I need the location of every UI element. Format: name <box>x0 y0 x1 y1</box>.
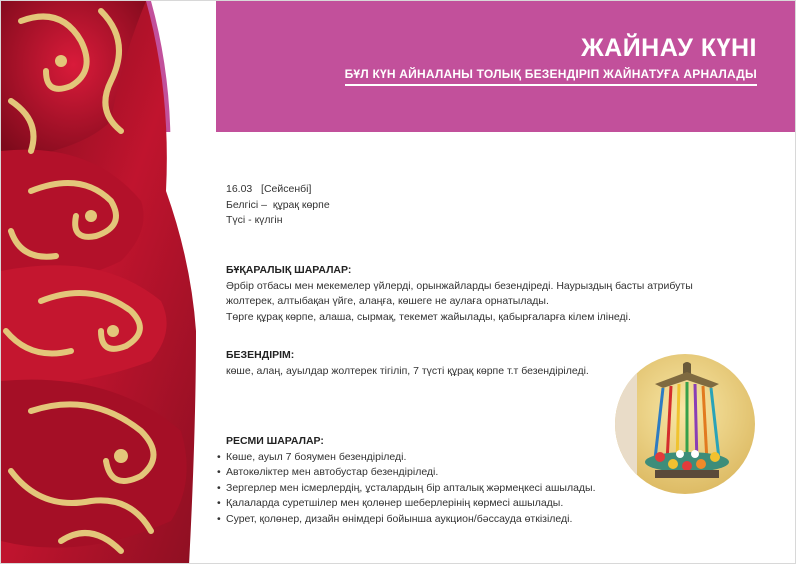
official-events-heading: РЕСМИ ШАРАЛАР: <box>226 435 324 447</box>
mass-events-section <box>226 263 693 325</box>
list-item: • Сурет, қолөнер, дизайн өнімдері бойынша аукцион/бәссауда өткізіледі. <box>226 512 596 528</box>
list-item: • Автокөліктер мен автобустар безендіріледі. <box>226 465 596 481</box>
mass-events-line: Төрге құрақ көрпе, алаша, сырмақ, текемет жайылады, қабырғаларға кілем ілінеді. <box>226 310 631 323</box>
mass-events-line: Әрбір отбасы мен мекемелер үйлерді, орынжайларды безендіреді. Наурыздың басты атрибуты <box>226 279 693 292</box>
decoration-heading: БЕЗЕНДІРІМ: <box>226 349 295 361</box>
pillows-photo <box>1 1 216 564</box>
official-events-section <box>226 434 596 527</box>
decoration-text: көше, алаң, ауылдар жолтерек тігіліп, 7 түсті құрақ көрпе т.т безендіріледі. <box>226 364 589 377</box>
page-subtitle: БҰЛ КҮН АЙНАЛАНЫ ТОЛЫҚ БЕЗЕНДІРІП ЖАЙНАТУҒА АРНАЛАДЫ <box>345 67 757 86</box>
mass-events-line: жолтерек, алтыбақан үйге, алаңға, көшеге не аулаға орнатылады. <box>226 295 549 307</box>
official-events-list <box>226 450 596 528</box>
list-item: • Зергерлер мен ісмерлердің, ұсталардың бір апталық жәрмеңкесі ашылады. <box>226 481 596 497</box>
zholterek-photo <box>615 354 755 494</box>
mass-events-heading: БҰҚАРАЛЫҚ ШАРАЛАР: <box>226 264 352 276</box>
date-line: 16.03 [Сейсенбі] <box>226 183 312 195</box>
color-line: Түсі - күлгін <box>226 214 283 226</box>
decoration-section <box>226 348 589 379</box>
page-title: ЖАЙНАУ КҮНІ <box>581 34 757 62</box>
list-item: • Көше, ауыл 7 бояумен безендіріледі. <box>226 450 596 466</box>
list-item: • Қалаларда суретшілер мен қолөнер шеберлерінің көрмесі ашылады. <box>226 496 596 512</box>
info-block <box>226 182 330 229</box>
symbol-line: Белгісі – құрақ көрпе <box>226 198 330 211</box>
